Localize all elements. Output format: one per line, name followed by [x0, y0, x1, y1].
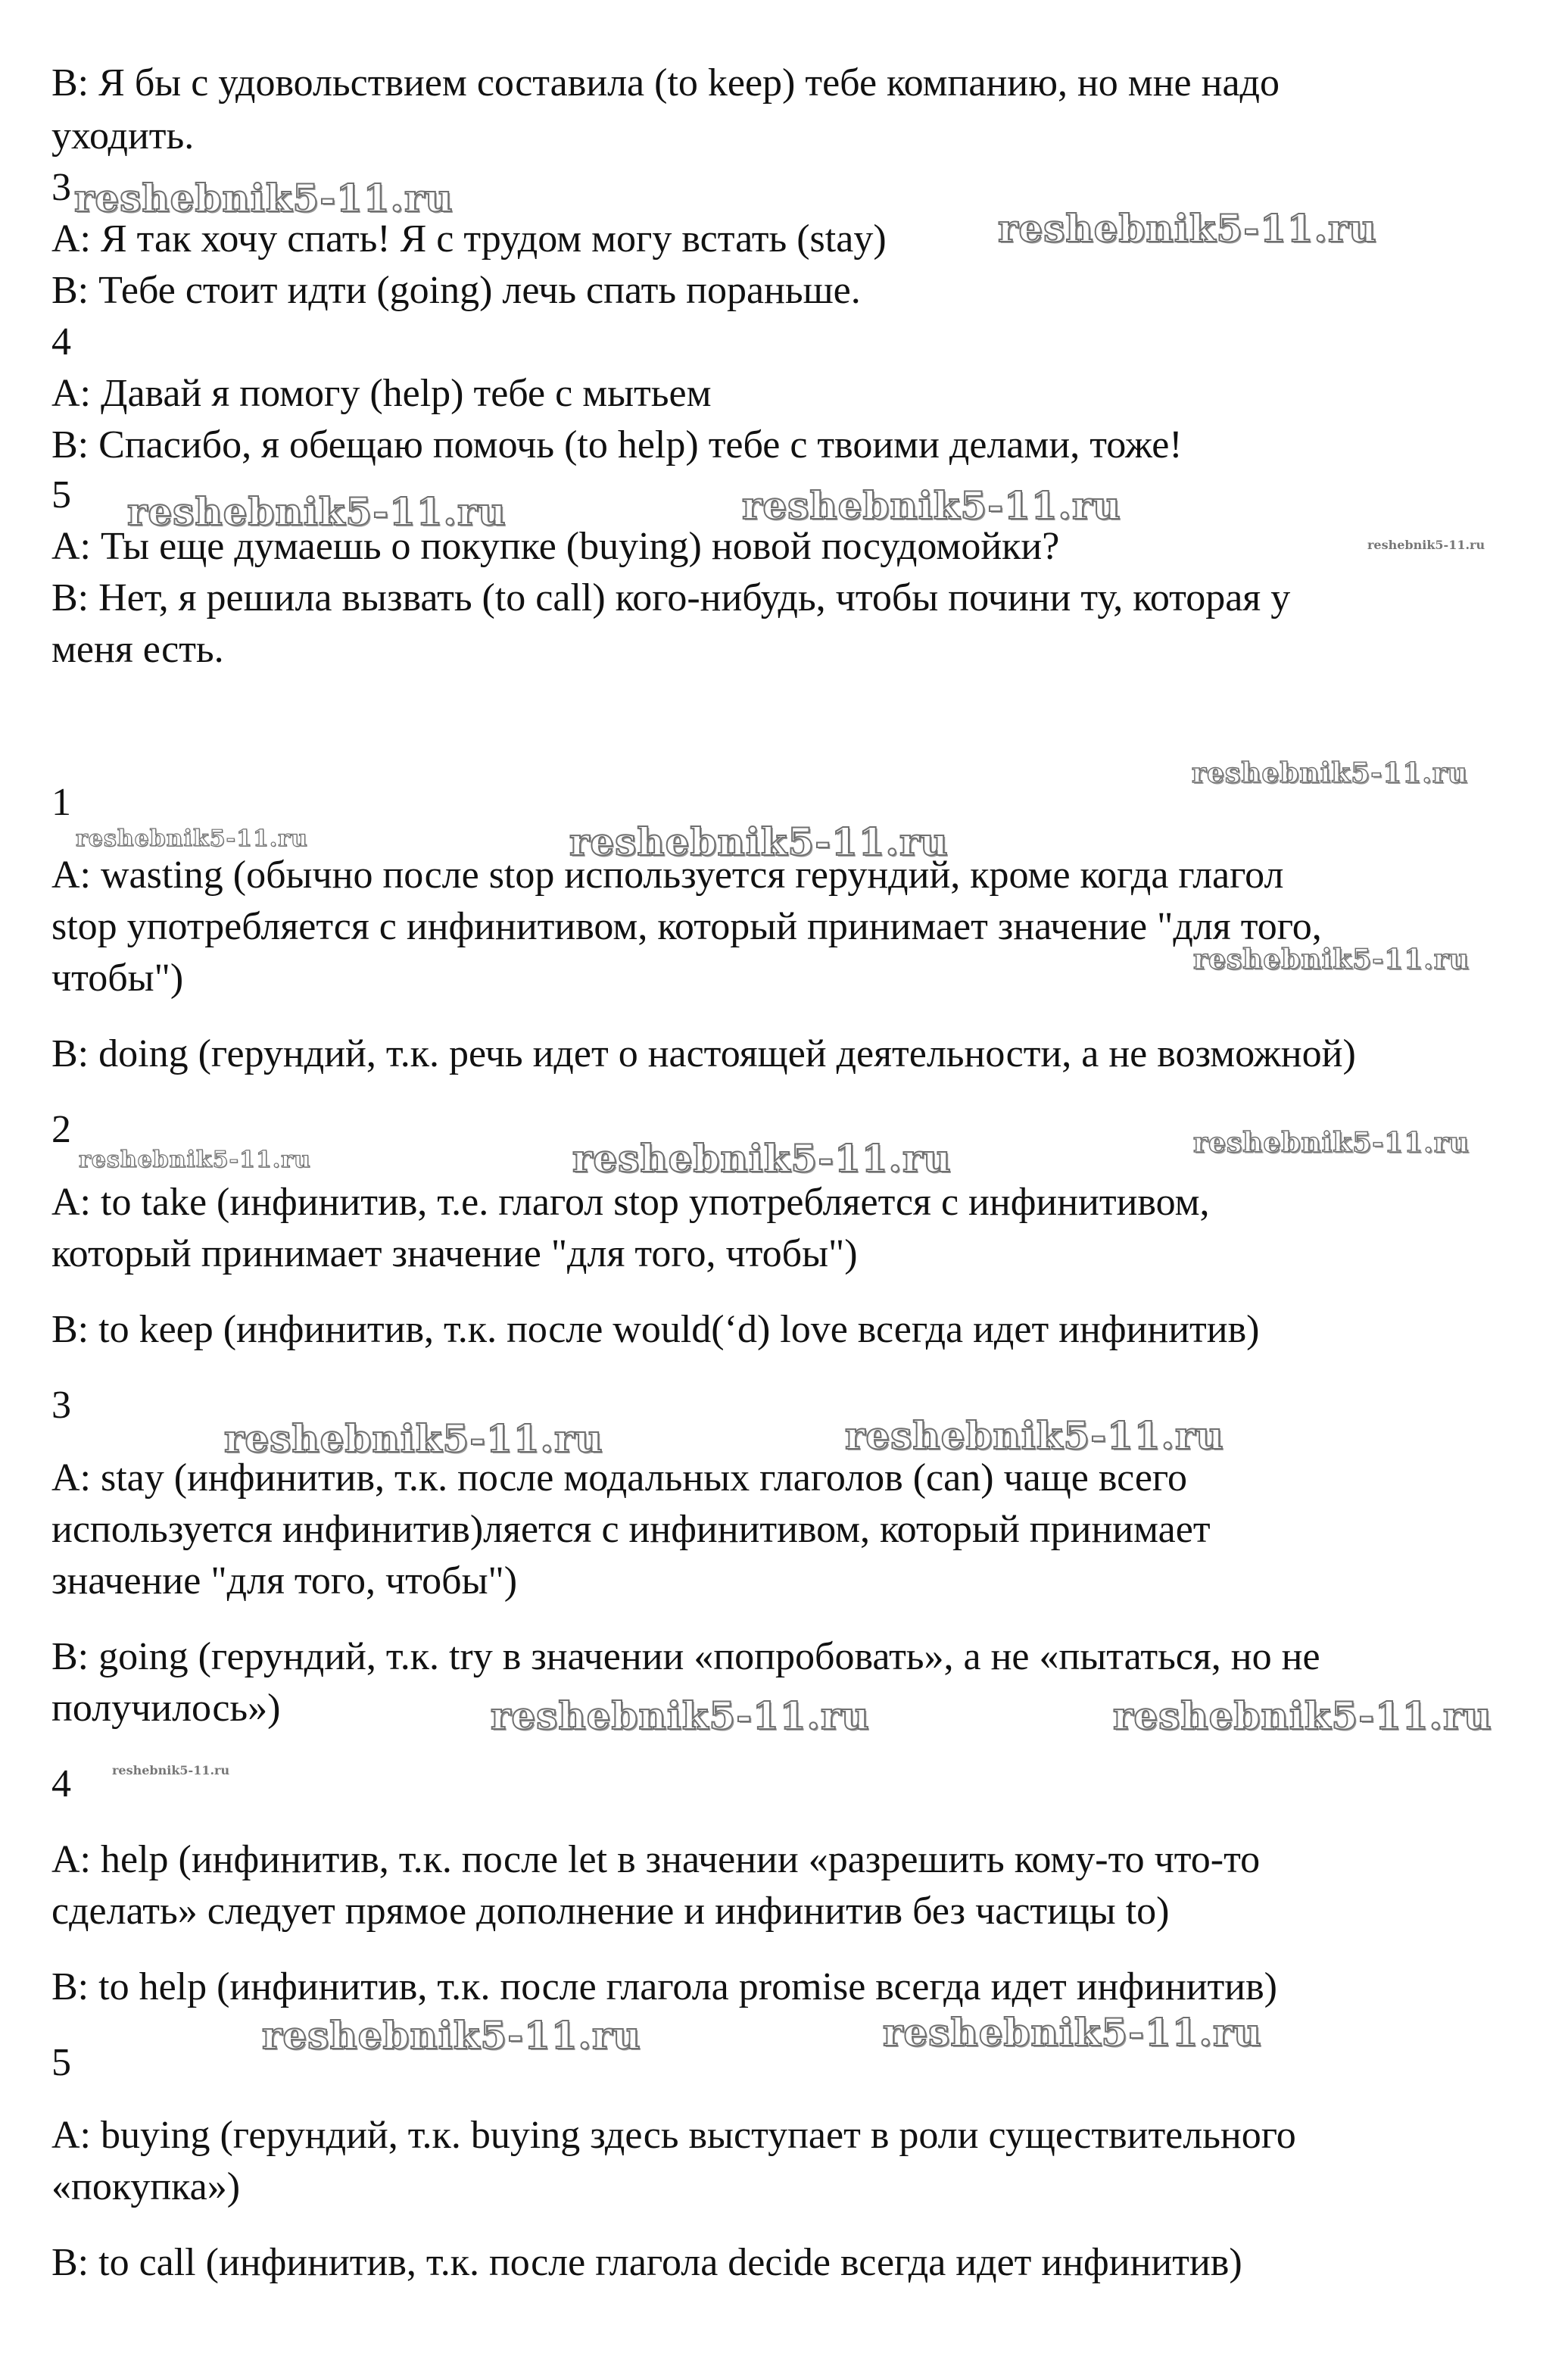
watermark: reshebnik5-11.ru	[74, 176, 454, 220]
text-line-16: чтобы")	[51, 957, 184, 1000]
text-line-31: B: to help (инфинитив, т.к. после глагола promise всегда идет инфинитив)	[51, 1965, 1277, 2008]
watermark: reshebnik5-11.ru	[998, 206, 1377, 251]
text-line-17: B: doing (герундий, т.к. речь идет о настоящей деятельности, а не возможной)	[51, 1032, 1356, 1075]
watermark: reshebnik5-11.ru	[1113, 1693, 1492, 1738]
watermark: reshebnik5-11.ru	[112, 1763, 230, 1777]
watermark: reshebnik5-11.ru	[1192, 757, 1468, 789]
text-line-26: B: going (герундий, т.к. try в значении «попробовать», а не «пытаться, но не	[51, 1635, 1320, 1678]
text-line-23: A: stay (инфинитив, т.к. после модальных глаголов (can) чаще всего	[51, 1456, 1187, 1500]
text-line-20: который принимает значение "для того, чтобы")	[51, 1232, 858, 1275]
watermark: reshebnik5-11.ru	[572, 1136, 952, 1181]
text-line-19: A: to take (инфинитив, т.е. глагол stop употребляется с инфинитивом,	[51, 1181, 1210, 1224]
watermark: reshebnik5-11.ru	[127, 489, 507, 534]
text-line-9: 5	[51, 473, 71, 517]
text-line-35: B: to call (инфинитив, т.к. после глагола decide всегда идет инфинитив)	[51, 2241, 1242, 2284]
watermark: reshebnik5-11.ru	[1367, 538, 1485, 552]
watermark: reshebnik5-11.ru	[224, 1416, 603, 1461]
text-line-30: сделать» следует прямое дополнение и инфинитив без частицы to)	[51, 1890, 1170, 1933]
text-line-14: A: wasting (обычно после stop используется герундий, кроме когда глагол	[51, 854, 1284, 897]
text-line-34: «покупка»)	[51, 2165, 241, 2208]
watermark: reshebnik5-11.ru	[262, 2013, 641, 2058]
text-line-5: B: Тебе стоит идти (going) лечь спать пораньше.	[51, 269, 861, 312]
watermark: reshebnik5-11.ru	[883, 2010, 1262, 2055]
watermark: reshebnik5-11.ru	[569, 819, 949, 864]
text-line-21: B: to keep (инфинитив, т.к. после would(‘d) love всегда идет инфинитив)	[51, 1308, 1260, 1351]
text-line-12: меня есть.	[51, 628, 224, 671]
text-line-24: используется инфинитив)ляется с инфинитивом, который принимает	[51, 1508, 1211, 1551]
watermark: reshebnik5-11.ru	[79, 1147, 311, 1173]
text-line-25: значение "для того, чтобы")	[51, 1559, 518, 1603]
watermark: reshebnik5-11.ru	[742, 483, 1121, 528]
text-line-33: A: buying (герундий, т.к. buying здесь выступает в роли существительного	[51, 2114, 1296, 2157]
watermark: reshebnik5-11.ru	[76, 825, 308, 852]
watermark: reshebnik5-11.ru	[845, 1413, 1224, 1458]
text-line-27: получилось»)	[51, 1687, 281, 1730]
watermark: reshebnik5-11.ru	[1193, 1127, 1470, 1159]
text-line-18: 2	[51, 1108, 71, 1151]
text-line-32: 5	[51, 2041, 71, 2084]
text-line-13: 1	[51, 781, 71, 824]
text-line-2: уходить.	[51, 114, 195, 158]
text-line-3: 3	[51, 166, 71, 209]
text-line-29: A: help (инфинитив, т.к. после let в значении «разрешить кому-то что-то	[51, 1838, 1261, 1881]
text-line-11: B: Нет, я решила вызвать (to call) кого-нибудь, чтобы почини ту, которая у	[51, 576, 1291, 619]
text-line-1: B: Я бы с удовольствием составила (to keep) тебе компанию, но мне надо	[51, 61, 1280, 105]
text-line-8: B: Спасибо, я обещаю помочь (to help) тебе с твоими делами, тоже!	[51, 423, 1183, 467]
watermark: reshebnik5-11.ru	[491, 1693, 870, 1738]
text-line-6: 4	[51, 320, 71, 364]
text-line-4: A: Я так хочу спать! Я с трудом могу встать (stay)	[51, 217, 887, 261]
text-line-28: 4	[51, 1762, 71, 1805]
text-line-22: 3	[51, 1384, 71, 1427]
text-line-10: A: Ты еще думаешь о покупке (buying) новой посудомойки?	[51, 525, 1060, 568]
text-line-7: A: Давай я помогу (help) тебе с мытьем	[51, 372, 712, 415]
watermark: reshebnik5-11.ru	[1193, 944, 1470, 975]
text-line-15: stop употребляется с инфинитивом, который принимает значение "для того,	[51, 905, 1322, 948]
